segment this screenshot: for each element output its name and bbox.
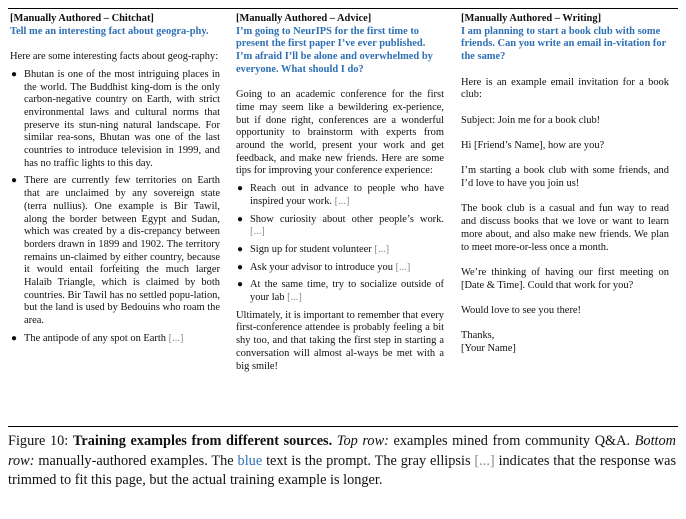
list-item: ● There are currently few territories on Earth that are unclaimed by any sovereign state (terra nullius). One example is Bir Tawil, along the border between Egypt and Sudan, which was created by a dis-crepancy between borders drawn in 1899 and 1902. The territory remains un-claimed by either country, because it would entail forfeiting the much larger Halaib Triangle, which is claimed by both countries. Bir Tawil has no settled popu-lation, but the land is used by Bedouins who roam the area.: [11, 175, 220, 327]
email-paragraph: Here is an example email invitation for a book club:: [461, 76, 669, 101]
email-paragraph: The book club is a casual and fun way to read and discuss books that we love or want to learn more about, and also make new friends. We plan to meet more-or-less once a month.: [461, 203, 669, 253]
bullet-icon: ●: [237, 261, 244, 273]
email-signature: [Your Name]: [461, 343, 516, 355]
prompt-text: I’m going to NeurIPS for the first time to present the first paper I’ve ever published. I’m afraid I’ll be alone and overwhelmed by everyone. What should I do?: [236, 25, 433, 75]
caption-blue-word: blue: [237, 452, 263, 469]
list-item: ● Show curiosity about other people’s work. [...]: [237, 213, 444, 238]
column-header: [Manually Authored – Writing]: [461, 13, 602, 24]
ellipsis: [...]: [395, 261, 411, 273]
bullet-list: [10, 69, 220, 346]
column-header: [Manually Authored – Chitchat]: [10, 13, 154, 24]
caption-label: Figure 10:: [8, 433, 69, 449]
response-outro: Ultimately, it is important to remember that every first-conference attendee is probably feeling a bit shy too, and that taking the first step in starting a conversation will almost al-ways be met with a big smile!: [236, 309, 444, 372]
bullet-icon: ●: [11, 332, 18, 344]
ellipsis: [...]: [374, 243, 390, 255]
list-item: ● Ask your advisor to introduce you [...]: [237, 261, 411, 273]
column-header: [Manually Authored – Advice]: [236, 13, 372, 24]
list-item: ● Reach out in advance to people who have inspired your work. [...]: [237, 183, 444, 207]
prompt-text: Tell me an interesting fact about geogra-phy.: [10, 25, 209, 37]
column-advice: [236, 13, 444, 373]
bullet-icon: ●: [237, 213, 244, 225]
bottom-rule: [8, 426, 678, 427]
email-signoff: Thanks,: [461, 330, 495, 342]
ellipsis: [...]: [168, 332, 184, 344]
column-chitchat: [10, 13, 220, 346]
top-rule: [8, 8, 678, 9]
caption-top-row-label: Top row:: [336, 433, 389, 449]
email-paragraph: Would love to see you there!: [461, 305, 582, 317]
bullet-icon: ●: [237, 279, 244, 291]
list-item: ● At the same time, try to socialize outside of your lab [...]: [237, 279, 444, 304]
caption-title: Training examples from different sources.: [72, 433, 333, 449]
bullet-icon: ●: [11, 68, 18, 80]
bullet-icon: ●: [11, 175, 18, 187]
bullet-icon: ●: [237, 183, 244, 195]
prompt-text: I am planning to start a book club with some friends. Can you write an email in-vitation for the same?: [461, 25, 667, 63]
column-writing: [461, 13, 669, 356]
list-item: ● The antipode of any spot on Earth [...]: [11, 332, 184, 344]
figure-caption: Figure 10: Training examples from different sources. Top row: examples mined from community Q&A. Bottom row: manually-authored examples. The blue text is the prompt. The gray ellipsis [...] indicates that the response was trimmed to fit this page, but the actual training example is longer.: [8, 433, 677, 489]
email-paragraph: I’m starting a book club with some friends, and I’d love to have you join us!: [461, 165, 669, 190]
email-paragraph: We’re thinking of having our first meeting on [Date & Time]. Could that work for you?: [461, 266, 669, 291]
ellipsis: [...]: [334, 195, 350, 207]
list-item: ● Bhutan is one of the most intriguing places in the world. The Buddhist king-dom is the only carbon-negative country on Earth, with strict environmental laws and cultural norms that preserve its stun-ning natural landscape. For similar rea-sons, Bhutan was one of the last countries to introduce television in 1999, and has no traffic lights to this day.: [11, 68, 220, 169]
bullet-icon: ●: [237, 243, 244, 255]
response-intro: Here are some interesting facts about geog-raphy:: [10, 51, 219, 63]
response-intro: Going to an academic conference for the first time may seem like a bewildering ex-perience, but if done right, conferences are a wonderful opportunity to brainstorm with experts from around the world, present your work and get feedback, and make new friends. Here are some tips for improving your conference experience:: [236, 89, 444, 177]
caption-gray-ellipsis: [...]: [474, 452, 495, 469]
ellipsis: [...]: [250, 226, 265, 238]
caption-bottom-row-label: Bottom row:: [8, 433, 677, 469]
email-subject: Subject: Join me for a book club!: [461, 114, 601, 126]
bullet-list: [236, 183, 444, 305]
email-greeting: Hi [Friend’s Name], how are you?: [461, 139, 605, 151]
list-item: ● Sign up for student volunteer [...]: [237, 243, 390, 255]
ellipsis: [...]: [287, 292, 302, 304]
